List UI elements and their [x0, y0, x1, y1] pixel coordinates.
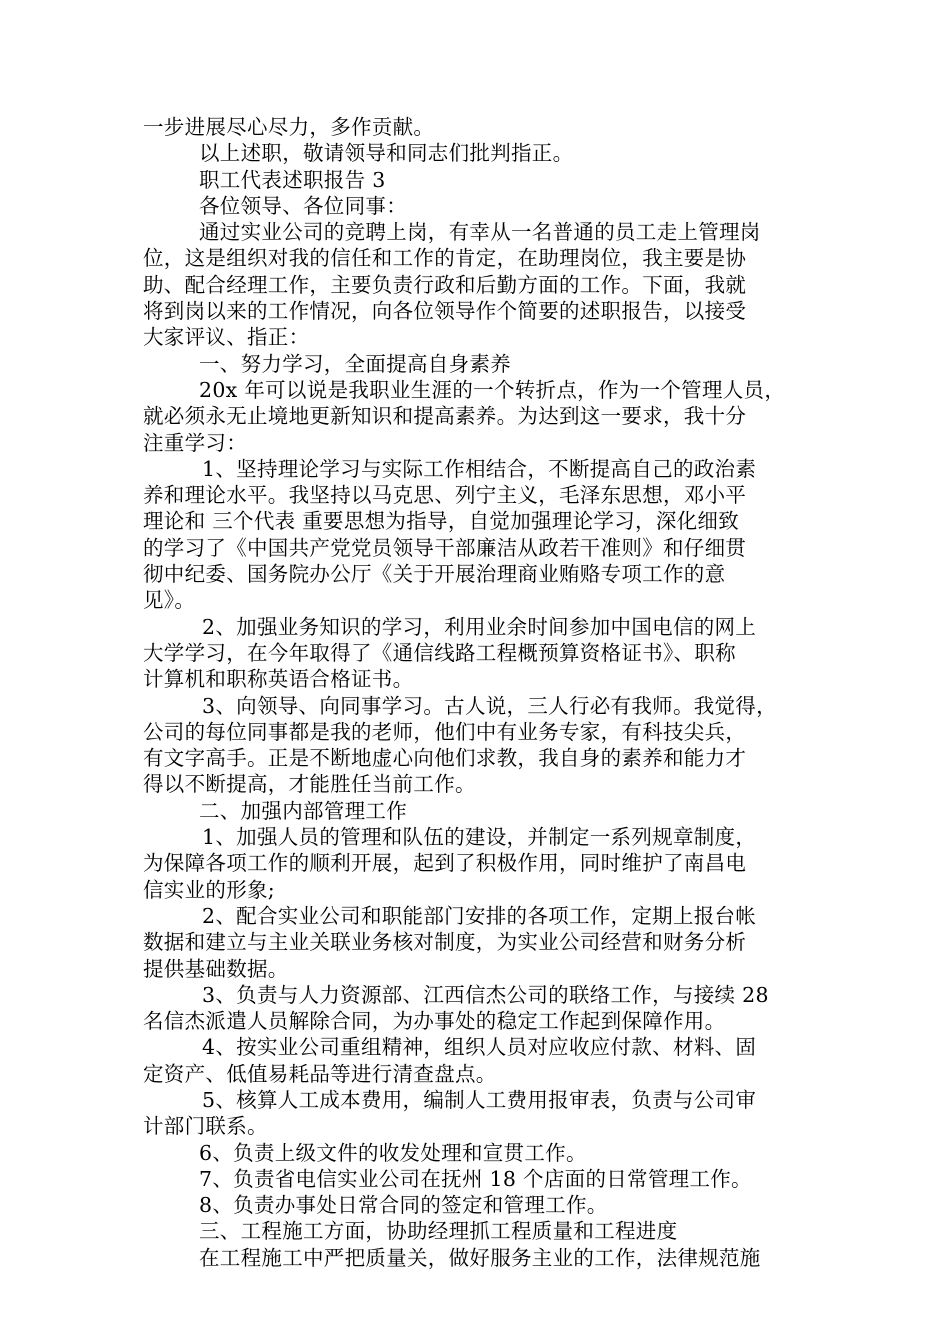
text-line: 提供基础数据。 [143, 956, 289, 981]
text-line: 见》。 [143, 588, 196, 613]
text-line: 计算机和职称英语合格证书。 [143, 667, 414, 692]
text-line: 1、坚持理论学习与实际工作相结合，不断提高自己的政治素 [202, 456, 757, 481]
text-line: 二、加强内部管理工作 [199, 798, 407, 823]
text-line: 将到岗以来的工作情况，向各位领导作个简要的述职报告，以接受 [143, 299, 747, 324]
text-line: 通过实业公司的竞聘上岗，有幸从一名普通的员工走上管理岗 [199, 220, 761, 245]
text-line: 5、核算人工成本费用，编制人工费用报审表，负责与公司审 [202, 1087, 757, 1112]
text-line: 信实业的形象; [143, 877, 276, 902]
text-line: 职工代表述职报告 3 [199, 167, 386, 192]
text-line: 助、配合经理工作，主要负责行政和后勤方面的工作。下面，我就 [143, 272, 747, 297]
text-line: 大学学习，在今年取得了《通信线路工程概预算资格证书》、职称 [143, 640, 736, 665]
text-line: 名信杰派遣人员解除合同，为办事处的稳定工作起到保障作用。 [143, 1009, 726, 1034]
text-line: 计部门联系。 [143, 1114, 268, 1139]
text-line: 20x 年可以说是我职业生涯的一个转折点，作为一个管理人员， [199, 377, 786, 402]
text-line: 位，这是组织对我的信任和工作的肯定，在助理岗位，我主要是协 [143, 246, 747, 271]
document-page [143, 114, 807, 1271]
text-line: 8、负责办事处日常合同的签定和管理工作。 [199, 1193, 608, 1218]
text-line: 4、按实业公司重组精神，组织人员对应收应付款、材料、固 [202, 1035, 757, 1060]
text-line: 3、向领导、向同事学习。古人说，三人行必有我师。我觉得， [202, 693, 777, 718]
text-line: 三、工程施工方面，协助经理抓工程质量和工程进度 [199, 1219, 678, 1244]
text-line: 2、配合实业公司和职能部门安排的各项工作，定期上报台帐 [202, 903, 757, 928]
text-line: 3、负责与人力资源部、江西信杰公司的联络工作，与接续 28 [202, 982, 769, 1007]
text-line: 以上述职，敬请领导和同志们批判指正。 [199, 141, 574, 166]
text-line: 养和理论水平。我坚持以马克思、列宁主义，毛泽东思想，邓小平 [143, 483, 747, 508]
text-line: 一步进展尽心尽力，多作贡献。 [143, 115, 435, 139]
text-line: 7、负责省电信实业公司在抚州 18 个店面的日常管理工作。 [199, 1166, 752, 1191]
text-line: 2、加强业务知识的学习，利用业余时间参加中国电信的网上 [202, 614, 757, 639]
text-line: 公司的每位同事都是我的老师，他们中有业务专家，有科技尖兵， [143, 719, 747, 744]
text-line: 有文字高手。正是不断地虚心向他们求教，我自身的素养和能力才 [143, 746, 747, 771]
text-line: 为保障各项工作的顺利开展，起到了积极作用，同时维护了南昌电 [143, 851, 747, 876]
text-line: 大家评议、指正： [143, 325, 310, 350]
text-line: 注重学习： [143, 430, 247, 455]
text-line: 6、负责上级文件的收发处理和宣贯工作。 [199, 1140, 587, 1165]
text-line: 1、加强人员的管理和队伍的建设，并制定一系列规章制度， [202, 825, 757, 850]
text-line: 一、努力学习，全面提高自身素养 [199, 351, 511, 376]
text-line: 彻中纪委、国务院办公厅《关于开展治理商业贿赂专项工作的意 [143, 562, 726, 587]
text-line: 的学习了《中国共产党党员领导干部廉洁从政若干准则》和仔细贯 [143, 535, 747, 560]
text-line: 定资产、低值易耗品等进行清查盘点。 [143, 1061, 497, 1086]
text-line: 在工程施工中严把质量关，做好服务主业的工作，法律规范施 [199, 1245, 761, 1270]
text-line: 理论和 三个代表 重要思想为指导，自觉加强理论学习，深化细致 [143, 509, 740, 534]
text-line: 各位领导、各位同事： [199, 193, 407, 218]
text-line: 就必须永无止境地更新知识和提高素养。为达到这一要求，我十分 [143, 404, 747, 429]
text-line: 得以不断提高，才能胜任当前工作。 [143, 772, 476, 797]
text-line: 数据和建立与主业关联业务核对制度，为实业公司经营和财务分析 [143, 930, 747, 955]
